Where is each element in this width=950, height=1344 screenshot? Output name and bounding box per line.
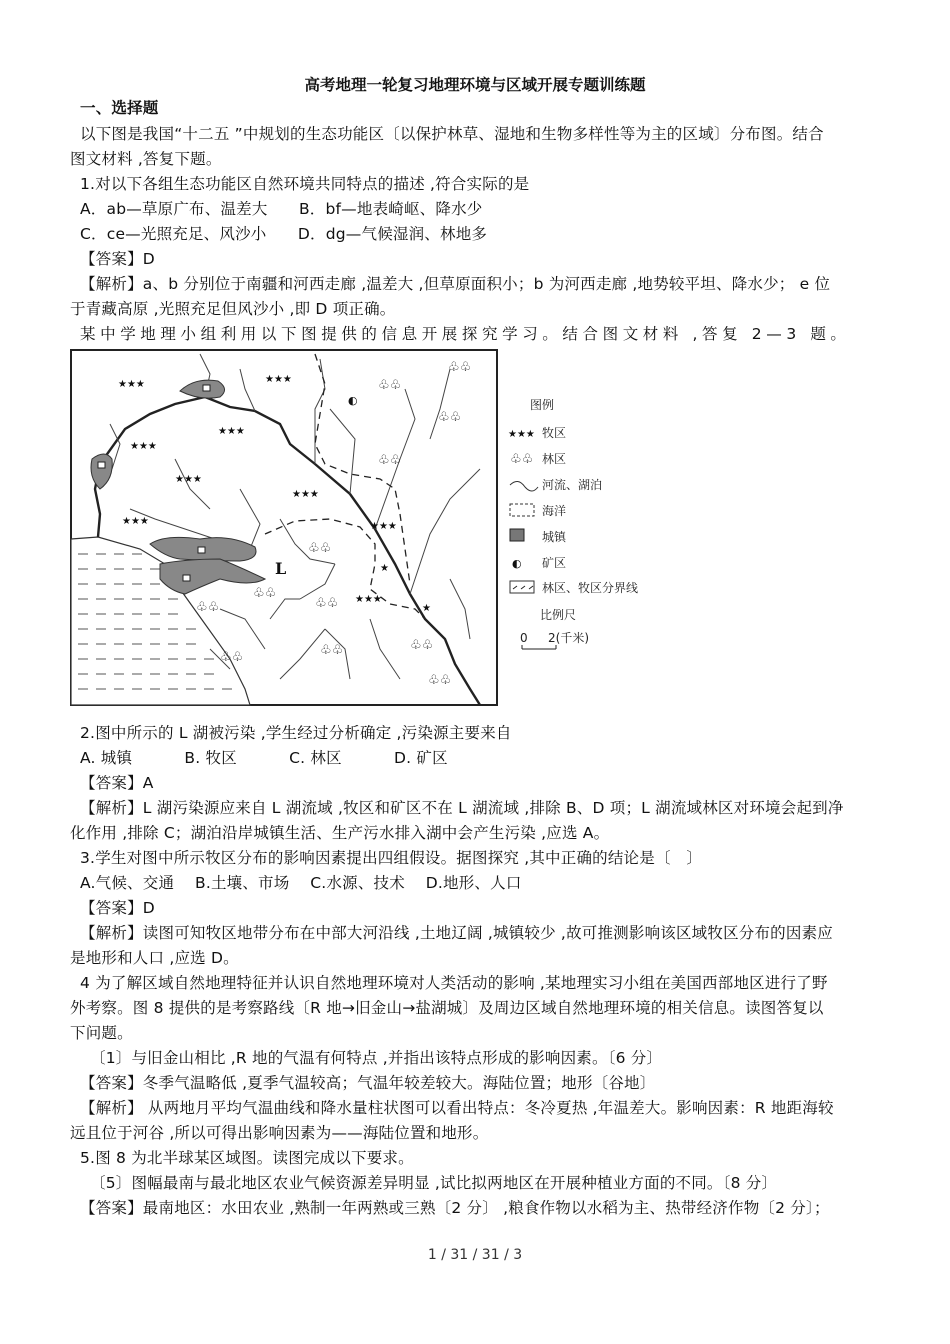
legend-title: 图例 <box>530 398 555 412</box>
legend-pasture-icon: ★★★ <box>508 429 535 440</box>
scale-title: 比例尺 <box>540 608 577 622</box>
q1-options-cd: C．ce—光照充足、风沙小 D．dg—气候湿润、林地多 <box>80 225 488 243</box>
q4-stem-2: 外考察。图 8 提供的是考察路线〔R 地→旧金山→盐湖城〕及周边区域自然地理环境的相关信息。读图答复以 <box>70 999 824 1017</box>
q2-answer: 【答案】A <box>80 774 154 792</box>
q4-answer: 【答案】冬季气温略低 ,夏季气温较高；气温年较差较大。海陆位置；地形〔谷地〕 <box>80 1074 656 1092</box>
svg-text:★: ★ <box>380 563 389 574</box>
legend-river-icon <box>510 481 538 491</box>
q1-analysis-1: 【解析】a、b 分别位于南疆和河西走廊 ,温差大 ,但草原面积小；b 为河西走廊 ,地势较平坦、降水少； e 位 <box>80 275 831 293</box>
q4-stem-3: 下问题。 <box>70 1024 133 1042</box>
legend-ocean-label: 海洋 <box>542 504 567 518</box>
intro2-line: 某中学地理小组利用以下图提供的信息开展探究学习。结合图文材料 ,答复 2—3 题。 <box>80 325 851 343</box>
page-footer: 1 / 31 / 31 / 3 <box>427 1247 523 1263</box>
svg-text:♧♧: ♧♧ <box>308 541 332 556</box>
intro-line-2: 图文材料 ,答复下题。 <box>70 150 222 168</box>
q2-analysis-1: 【解析】L 湖污染源应来自 L 湖流域 ,牧区和矿区不在 L 湖流域 ,排除 B、D 项；L 湖流域林区对环境会起到净 <box>80 799 844 817</box>
svg-text:♧♧: ♧♧ <box>378 453 402 468</box>
legend-forest-icon: ♧♧ <box>510 452 534 467</box>
legend-boundary-label: 林区、牧区分界线 <box>542 581 639 595</box>
scale-value: 2(千米) <box>548 631 589 645</box>
q4-sub1: 〔1〕与旧金山相比 ,R 地的气温有何特点 ,并指出该特点形成的影响因素。〔6 分〕 <box>90 1049 663 1067</box>
q4-stem-1: 4 为了解区域自然地理特征并认识自然地理环境对人类活动的影响 ,某地理实习小组在美国西部地区进行了野 <box>80 974 828 992</box>
q1-stem: 1.对以下各组生态功能区自然环境共同特点的描述 ,符合实际的是 <box>80 175 530 193</box>
legend-forest-label: 林区 <box>542 452 567 466</box>
q3-analysis-2: 是地形和人口 ,应选 D。 <box>70 949 239 967</box>
legend-boundary-box <box>510 581 534 593</box>
svg-text:♧♧: ♧♧ <box>410 638 434 653</box>
svg-text:♧♧: ♧♧ <box>438 410 462 425</box>
q5-stem: 5.图 8 为北半球某区域图。读图完成以下要求。 <box>80 1149 414 1167</box>
mine-symbol: ◐ <box>348 394 358 407</box>
legend-pasture-label: 牧区 <box>542 426 567 440</box>
svg-text:♧♧: ♧♧ <box>315 596 339 611</box>
q3-stem: 3.学生对图中所示牧区分布的影响因素提出四组假设。据图探究 ,其中正确的结论是〔 〕 <box>80 849 703 867</box>
q2-stem: 2.图中所示的 L 湖被污染 ,学生经过分析确定 ,污染源主要来自 <box>80 724 512 742</box>
q1-answer: 【答案】D <box>80 250 155 268</box>
q1-options-ab: A．ab—草原广布、温差大 B．bf—地表崎岖、降水少 <box>80 200 483 218</box>
legend-town-icon <box>510 529 524 541</box>
svg-text:★★★: ★★★ <box>292 489 319 500</box>
svg-text:♧♧: ♧♧ <box>220 650 244 665</box>
q3-analysis-1: 【解析】读图可知牧区地带分布在中部大河沿线 ,土地辽阔 ,城镇较少 ,故可推测影响该区域牧区分布的因素应 <box>80 924 833 942</box>
map-figure <box>70 349 660 711</box>
legend-mine-icon: ◐ <box>512 557 522 570</box>
map-legend <box>508 397 638 649</box>
legend-ocean-icon <box>510 504 534 516</box>
q5-answer: 【答案】最南地区：水田农业 ,熟制一年两熟或三熟〔2 分〕 ,粮食作物以水稻为主、热带经济作物〔2 分〕； <box>80 1199 830 1217</box>
svg-text:★★★: ★★★ <box>122 516 149 527</box>
svg-text:♧♧: ♧♧ <box>378 378 402 393</box>
page-title: 高考地理一轮复习地理环境与区域开展专题训练题 <box>304 76 646 94</box>
svg-text:★★★: ★★★ <box>118 379 145 390</box>
svg-text:♧♧: ♧♧ <box>320 643 344 658</box>
legend-river-label: 河流、湖泊 <box>542 478 603 492</box>
svg-text:★★★: ★★★ <box>370 521 397 532</box>
svg-text:★★★: ★★★ <box>130 441 157 452</box>
svg-text:★★★: ★★★ <box>265 374 292 385</box>
lake-label: L <box>275 559 287 578</box>
legend-town-label: 城镇 <box>542 530 567 544</box>
q2-options: A. 城镇 B. 牧区 C. 林区 D. 矿区 <box>80 749 448 767</box>
svg-text:★★★: ★★★ <box>175 474 202 485</box>
q5-sub5: 〔5〕图幅最南与最北地区农业气候资源差异明显 ,试比拟两地区在开展种植业方面的不同。〔8 分〕 <box>90 1174 778 1192</box>
svg-text:♧♧: ♧♧ <box>196 600 220 615</box>
svg-text:★★★: ★★★ <box>218 426 245 437</box>
svg-text:♧♧: ♧♧ <box>428 673 452 688</box>
scale-zero: 0 <box>520 631 528 645</box>
svg-text:★: ★ <box>422 603 431 614</box>
q4-analysis-2: 远且位于河谷 ,所以可得出影响因素为——海陆位置和地形。 <box>70 1124 489 1142</box>
q3-answer: 【答案】D <box>80 899 155 917</box>
q2-analysis-2: 化作用 ,排除 C；湖泊沿岸城镇生活、生产污水排入湖中会产生污染 ,应选 A。 <box>70 824 610 842</box>
legend-mine-label: 矿区 <box>542 556 567 570</box>
q3-options: A.气候、交通 B.土壤、市场 C.水源、技术 D.地形、人口 <box>80 874 522 892</box>
q4-analysis-1: 【解析】 从两地月平均气温曲线和降水量柱状图可以看出特点：冬冷夏热 ,年温差大。影响因素：R 地距海较 <box>80 1099 834 1117</box>
svg-text:★★★: ★★★ <box>355 594 382 605</box>
svg-text:♧♧: ♧♧ <box>448 360 472 375</box>
svg-text:♧♧: ♧♧ <box>253 586 277 601</box>
intro-line-1: 以下图是我国“十二五 ”中规划的生态功能区〔以保护林草、湿地和生物多样性等为主的区域〕分布图。结合 <box>80 125 824 143</box>
q1-analysis-2: 于青藏高原 ,光照充足但风沙小 ,即 D 项正确。 <box>70 300 396 318</box>
scale-bar <box>522 645 556 649</box>
section-heading: 一、选择题 <box>80 99 159 117</box>
